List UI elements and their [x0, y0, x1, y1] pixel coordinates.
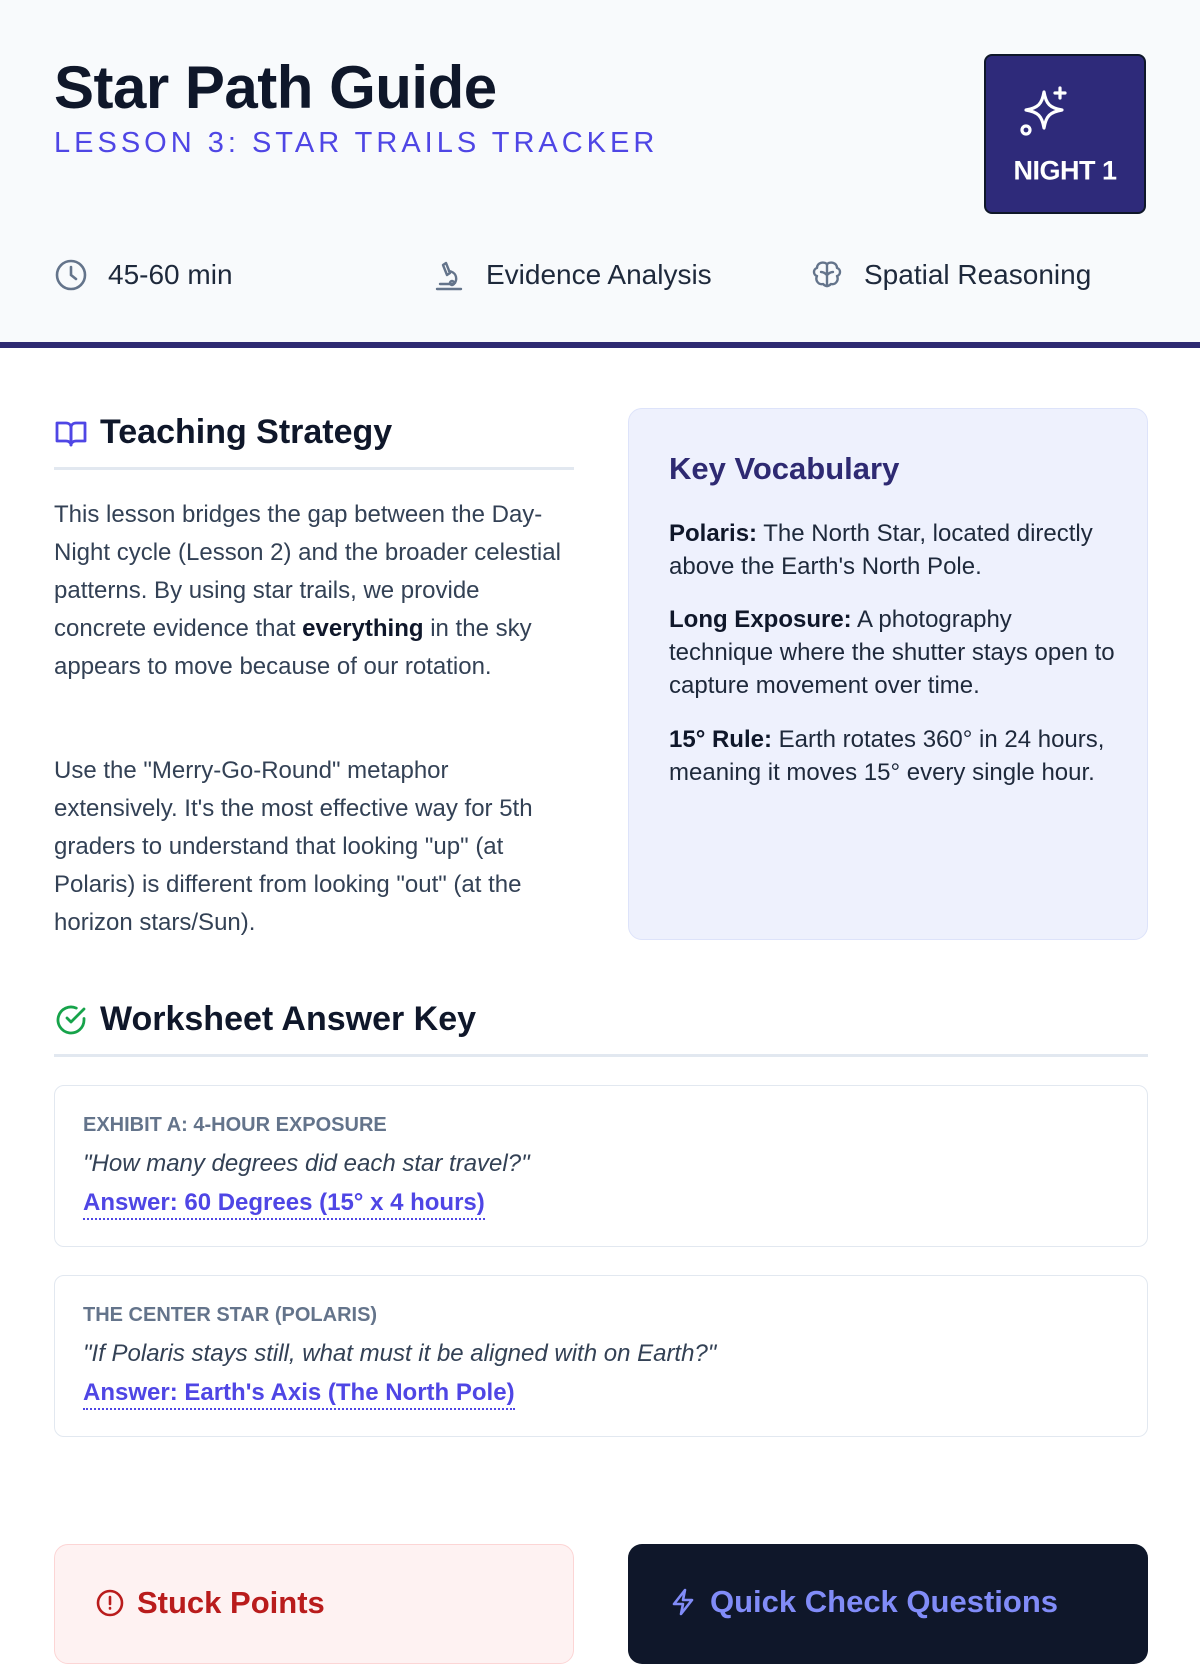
strategy-divider — [54, 467, 574, 470]
vocab-definition: Earth rotates 360° in 24 hours, meaning it moves 15° every single hour. — [669, 726, 1105, 786]
night-badge — [984, 54, 1146, 214]
meta-duration-label: 45-60 min — [108, 259, 233, 290]
stuck-points-heading — [95, 1585, 325, 1621]
microscope-icon — [432, 258, 466, 292]
stuck-points-title: Stuck Points — [137, 1585, 325, 1620]
meta-skill-spatial — [810, 254, 1091, 296]
page-header — [0, 0, 1200, 348]
meta-duration — [54, 254, 233, 296]
vocab-definition: A photography technique where the shutter stays open to capture movement over time. — [669, 606, 1115, 699]
answer-text[interactable]: Answer: 60 Degrees (15° x 4 hours) — [83, 1188, 485, 1220]
answer-card-exhibit-a — [54, 1085, 1148, 1247]
brain-icon — [810, 258, 844, 292]
meta-skill-evidence — [432, 254, 712, 296]
lesson-subtitle: LESSON 3: STAR TRAILS TRACKER — [54, 127, 659, 159]
night-label: NIGHT 1 — [1013, 155, 1117, 186]
teaching-strategy-title: Teaching Strategy — [100, 413, 393, 451]
check-circle-icon — [54, 1003, 88, 1037]
meta-spatial-label: Spatial Reasoning — [864, 259, 1092, 290]
answer-card-center-star — [54, 1275, 1148, 1437]
strategy-p1-emphasis: everything — [302, 615, 424, 642]
vocab-term: 15° Rule: — [669, 726, 772, 753]
zap-icon — [668, 1587, 698, 1617]
book-open-icon — [54, 416, 88, 450]
strategy-paragraph-1 — [54, 496, 574, 686]
vocab-definition: The North Star, located directly above the Earth's North Pole. — [669, 520, 1093, 580]
key-vocabulary-card — [628, 408, 1148, 940]
answer-key-divider — [54, 1054, 1148, 1057]
lesson-meta — [0, 254, 1200, 296]
clock-icon — [54, 258, 88, 292]
sparkles-icon — [1016, 84, 1072, 140]
vocab-item-15-degree-rule — [669, 723, 1119, 789]
quick-check-title: Quick Check Questions — [710, 1584, 1058, 1619]
answer-key-title: Worksheet Answer Key — [100, 1000, 477, 1038]
strategy-p1-text: This lesson bridges the gap between the Day-Night cycle (Lesson 2) and the broader celestial patterns. By using star trails, we provide concrete evidence that — [54, 501, 561, 642]
quick-check-heading — [668, 1584, 1058, 1620]
answer-text[interactable]: Answer: Earth's Axis (The North Pole) — [83, 1378, 515, 1410]
vocab-term: Long Exposure: — [669, 606, 852, 633]
answer-key-heading — [54, 1000, 476, 1039]
quick-check-card — [628, 1544, 1148, 1664]
strategy-p1-text-end: in the sky appears to move because of our rotation. — [54, 615, 532, 680]
stuck-points-card — [54, 1544, 574, 1664]
vocab-term: Polaris: — [669, 520, 758, 547]
vocab-item-polaris — [669, 517, 1119, 583]
exhibit-label: EXHIBIT A: 4-HOUR EXPOSURE — [83, 1114, 387, 1136]
question-text: "If Polaris stays still, what must it be aligned with on Earth?" — [83, 1340, 717, 1367]
strategy-paragraph-2: Use the "Merry-Go-Round" metaphor extensively. It's the most effective way for 5th graders to understand that looking "up" (at Polaris) is different from looking "out" (at the horizon stars/Sun). — [54, 757, 533, 936]
meta-evidence-label: Evidence Analysis — [486, 259, 712, 290]
question-text: "How many degrees did each star travel?" — [83, 1150, 530, 1177]
exhibit-label: THE CENTER STAR (POLARIS) — [83, 1304, 378, 1326]
page-title: Star Path Guide — [54, 54, 497, 121]
teaching-strategy-heading — [54, 413, 392, 452]
alert-circle-icon — [95, 1588, 125, 1618]
vocab-item-long-exposure — [669, 603, 1119, 702]
key-vocabulary-title: Key Vocabulary — [669, 451, 900, 486]
